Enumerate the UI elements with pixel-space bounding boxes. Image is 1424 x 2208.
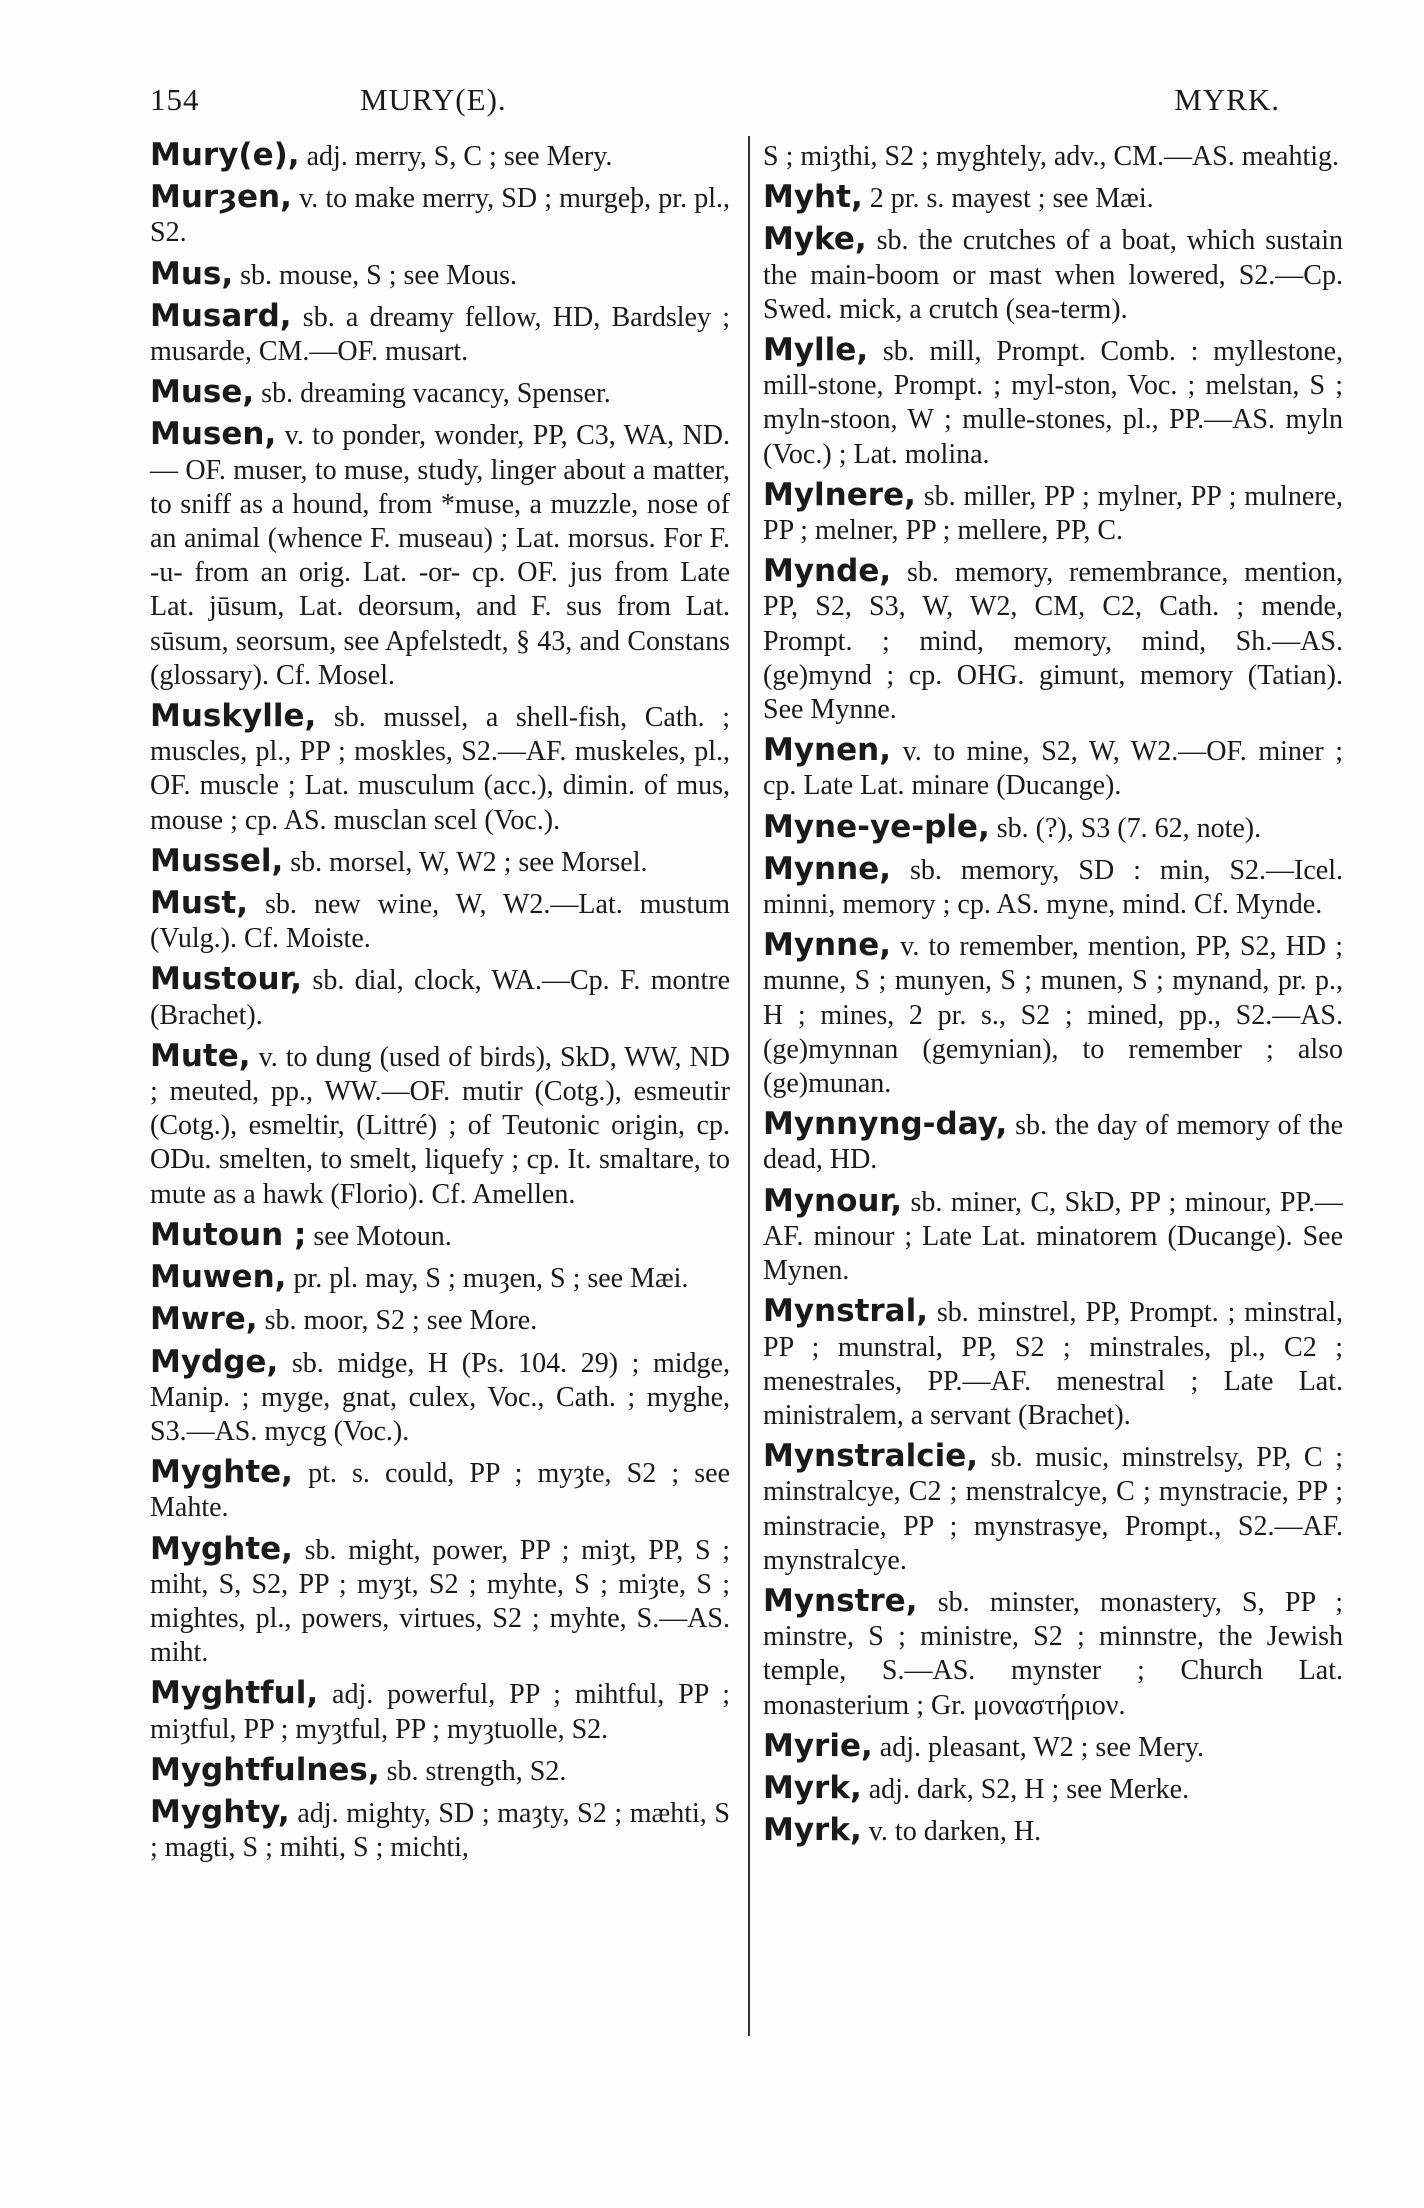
column-divider — [748, 136, 750, 2036]
entry-headword: Myghte, — [150, 1454, 293, 1491]
entry-definition: sb. mill, Prompt. Comb. : myllestone, mill-stone, Prompt. ; myl-ston, Voc. ; melstan, S ; myln-stoon, W ; mulle-stones, pl., PP.—AS. myln (Voc.) ; Lat. molina. — [763, 336, 1343, 470]
dictionary-entry — [763, 1294, 1343, 1433]
entry-definition: sb. mouse, S ; see Mous. — [240, 259, 518, 291]
dictionary-entry — [150, 257, 730, 293]
dictionary-entry — [763, 1729, 1343, 1765]
entry-headword: Mustour, — [150, 961, 303, 998]
entry-headword: Mylle, — [763, 332, 869, 369]
dictionary-entry — [763, 1184, 1343, 1289]
entry-definition: sb. midge, H (Ps. 104. 29) ; midge, Manip. ; myge, gnat, culex, Voc., Cath. ; myghe, S3.—AS. mycg (Voc.). — [150, 1347, 730, 1447]
dictionary-entry — [150, 1218, 730, 1254]
dictionary-entry — [763, 1439, 1343, 1578]
entry-definition: adj. mighty, SD ; maȝty, S2 ; mæhti, S ; magti, S ; mihti, S ; michti, — [150, 1797, 731, 1864]
entry-definition: sb. a dreamy fellow, HD, Bardsley ; musarde, CM.—OF. musart. — [150, 301, 731, 368]
entry-definition: sb. minster, monastery, S, PP ; minstre, S ; ministre, S2 ; minnstre, the Jewish temple, S.—AS. mynster ; Church Lat. monasterium ; Gr. μοναστήριον. — [763, 1586, 1343, 1721]
dictionary-entry — [763, 928, 1343, 1101]
entry-definition: sb. memory, remembrance, mention, PP, S2, S3, W, W2, CM, C2, Cath. ; mende, Prompt. ; mind, memory, mind, Sh.—AS. (ge)mynd ; cp. OHG. gimunt, memory (Tatian). See Mynne. — [763, 557, 1343, 726]
dictionary-entry — [150, 1302, 730, 1338]
entry-definition: adj. dark, S2, H ; see Merke. — [868, 1773, 1190, 1805]
entry-definition: v. to darken, H. — [868, 1816, 1042, 1848]
entry-headword: Must, — [150, 885, 248, 922]
dictionary-entry — [763, 810, 1343, 846]
entry-headword: Mute, — [150, 1037, 251, 1074]
entry-definition: sb. minstrel, PP, Prompt. ; minstral, PP ; munstral, PP, S2 ; minstrales, pl., C2 ; menestrales, PP.—AF. menestral ; Late Lat. ministralem, a servant (Brachet). — [763, 1297, 1344, 1431]
dictionary-entry — [763, 138, 1343, 174]
dictionary-entry — [150, 886, 730, 956]
dictionary-entry — [150, 180, 730, 250]
entry-headword: Myghtfulnes, — [150, 1751, 380, 1788]
entry-definition: v. to ponder, wonder, PP, C3, WA, ND. — OF. muser, to muse, study, linger about a matter, to sniff as a hound, from *muse, a muzzle, nose of an animal (whence F. museau) ; Lat. morsus. For F. -u- from an orig. Lat. -or- cp. OF. jus from Late Lat. jūsum, Lat. deorsum, and F. sus from Lat. sūsum, seorsum, see Apfelstedt, § 43, and Constans (glossary). Cf. Mosel. — [150, 420, 731, 691]
dictionary-entry — [763, 478, 1343, 548]
entry-headword: Mylnere, — [763, 476, 916, 513]
entry-headword: Myrk, — [763, 1812, 862, 1849]
entry-definition: v. to remember, mention, PP, S2, HD ; munne, S ; munyen, S ; munen, S ; mynand, pr. p., H ; mines, 2 pr. s., S2 ; mined, pp., S2.—AS. (ge)mynnan (gemynian), to remember ; also (ge)munan. — [763, 931, 1343, 1100]
dictionary-entry — [150, 417, 730, 693]
entry-definition: see Motoun. — [313, 1220, 452, 1252]
dictionary-entry — [763, 1584, 1343, 1723]
entry-headword: Mynne, — [763, 850, 891, 887]
dictionary-entry — [150, 1753, 730, 1789]
entry-definition: pt. s. could, PP ; myȝte, S2 ; see Mahte. — [150, 1458, 731, 1524]
entry-headword: Myrie, — [763, 1727, 873, 1764]
right-column — [763, 138, 1343, 1855]
dictionary-entry — [763, 733, 1343, 803]
entry-definition: sb. dreaming vacancy, Spenser. — [261, 378, 611, 410]
dictionary-entry — [150, 1795, 730, 1865]
entry-definition: v. to mine, S2, W, W2.—OF. miner ; cp. Late Lat. minare (Ducange). — [763, 736, 1344, 802]
dictionary-entry — [150, 1039, 730, 1212]
left-guide-word: MURY(E). — [360, 82, 507, 117]
dictionary-entry — [763, 1771, 1343, 1807]
entry-definition: v. to dung (used of birds), SkD, WW, ND ; meuted, pp., WW.—OF. mutir (Cotg.), esmeutir (Cotg.), esmeltir, (Littré) ; of Teutonic origin, cp. ODu. smelten, to smelt, liquefy ; cp. It. smaltare, to mute as a hawk (Florio). Cf. Amellen. — [150, 1041, 731, 1210]
entry-headword: Mynde, — [763, 553, 892, 590]
entry-headword: Mus, — [150, 255, 234, 292]
entry-headword: Musen, — [150, 416, 277, 453]
entry-definition: sb. morsel, W, W2 ; see Morsel. — [290, 846, 648, 878]
entry-definition: adj. merry, S, C ; see Mery. — [306, 141, 613, 172]
running-header — [150, 82, 1290, 132]
dictionary-entry — [150, 844, 730, 880]
entry-definition: sb. dial, clock, WA.—Cp. F. montre (Brachet). — [150, 965, 731, 1031]
entry-definition: sb. the crutches of a boat, which sustain the main-boom or mast when lowered, S2.—Cp. Swed. mick, a crutch (sea-term). — [763, 225, 1344, 325]
entry-headword: Muse, — [150, 374, 255, 411]
dictionary-entry — [763, 180, 1343, 216]
dictionary-entry — [150, 1532, 730, 1671]
entry-definition: S ; miȝthi, S2 ; myghtely, adv., CM.—AS. meahtig. — [763, 141, 1339, 172]
dictionary-entry — [763, 1107, 1343, 1177]
entry-headword: Mynstralcie, — [763, 1438, 979, 1475]
entry-headword: Mynnyng-day, — [763, 1106, 1008, 1143]
left-column — [150, 138, 730, 1871]
dictionary-entry — [763, 852, 1343, 922]
entry-definition: sb. (?), S3 (7. 62, note). — [996, 812, 1262, 844]
entry-headword: Mynstral, — [763, 1293, 929, 1330]
entry-headword: Mussel, — [150, 842, 284, 879]
dictionary-entry — [763, 1813, 1343, 1849]
entry-headword: Mynne, — [763, 927, 891, 964]
entry-headword: Myke, — [763, 221, 867, 258]
dictionary-entry — [150, 1676, 730, 1746]
entry-headword: Muwen, — [150, 1259, 287, 1296]
dictionary-entry — [150, 138, 730, 174]
entry-headword: Myne-ye-ple, — [763, 808, 990, 845]
entry-headword: Mury(e), — [150, 137, 300, 173]
entry-definition: sb. might, power, PP ; miȝt, PP, S ; miht, S, S2, PP ; myȝt, S2 ; myhte, S ; miȝte, S ; mightes, pl., powers, virtues, S2 ; myhte, S.—AS. miht. — [150, 1534, 730, 1669]
dictionary-entry — [150, 699, 730, 838]
entry-headword: Mynstre, — [763, 1582, 918, 1619]
entry-headword: Muskylle, — [150, 698, 317, 735]
entry-definition: v. to make merry, SD ; murgeþ, pr. pl., S2. — [150, 183, 731, 249]
dictionary-entry — [150, 299, 730, 369]
entry-headword: Mwre, — [150, 1301, 258, 1338]
entry-headword: Mynen, — [763, 732, 891, 769]
entry-headword: Myghtful, — [150, 1675, 319, 1712]
entry-definition: sb. miller, PP ; mylner, PP ; mulnere, PP ; melner, PP ; mellere, PP, C. — [763, 480, 1344, 547]
entry-definition: sb. new wine, W, W2.—Lat. mustum (Vulg.). Cf. Moiste. — [150, 889, 731, 955]
entry-definition: sb. mussel, a shell-fish, Cath. ; muscles, pl., PP ; moskles, S2.—AF. muskeles, pl., OF. muscle ; Lat. musculum (acc.), dimin. of mus, mouse ; cp. AS. musclan scel (Voc.). — [150, 702, 731, 836]
dictionary-entry — [150, 1455, 730, 1525]
page-number: 154 — [150, 82, 200, 117]
entry-headword: Mynour, — [763, 1182, 903, 1219]
entry-definition: 2 pr. s. mayest ; see Mæi. — [869, 183, 1154, 215]
dictionary-entry — [150, 1345, 730, 1450]
entry-headword: Mutoun ; — [150, 1216, 307, 1253]
entry-definition: adj. pleasant, W2 ; see Mery. — [879, 1731, 1205, 1763]
entry-definition: sb. memory, SD : min, S2.—Icel. minni, memory ; cp. AS. myne, mind. Cf. Mynde. — [763, 854, 1343, 921]
entry-definition: pr. pl. may, S ; muȝen, S ; see Mæi. — [293, 1263, 689, 1295]
right-guide-word: MYRK. — [1174, 82, 1280, 117]
entry-headword: Murȝen, — [150, 179, 292, 216]
dictionary-entry — [150, 1260, 730, 1296]
entry-definition: sb. miner, C, SkD, PP ; minour, PP.—AF. minour ; Late Lat. minatorem (Ducange). See Mynen. — [763, 1186, 1343, 1287]
entry-headword: Myghte, — [150, 1530, 293, 1567]
dictionary-entry — [763, 222, 1343, 327]
dictionary-entry — [763, 554, 1343, 727]
entry-headword: Myrk, — [763, 1769, 862, 1806]
entry-definition: sb. music, minstrelsy, PP, C ; minstralcye, C2 ; menstralcye, C ; mynstracie, PP ; minstracie, PP ; mynstrasye, Prompt., S2.—AF. mynstralcye. — [763, 1442, 1343, 1576]
entry-headword: Musard, — [150, 297, 292, 334]
entry-headword: Myghty, — [150, 1793, 290, 1830]
dictionary-entry — [763, 333, 1343, 472]
entry-definition: sb. the day of memory of the dead, HD. — [763, 1110, 1344, 1176]
entry-headword: Mydge, — [150, 1343, 279, 1380]
entry-headword: Myht, — [763, 179, 863, 216]
entry-definition: sb. strength, S2. — [386, 1755, 567, 1787]
dictionary-entry — [150, 375, 730, 411]
entry-definition: sb. moor, S2 ; see More. — [264, 1305, 538, 1337]
entry-definition: adj. powerful, PP ; mihtful, PP ; miȝtful, PP ; myȝtful, PP ; myȝtuolle, S2. — [150, 1679, 731, 1745]
dictionary-entry — [150, 962, 730, 1032]
